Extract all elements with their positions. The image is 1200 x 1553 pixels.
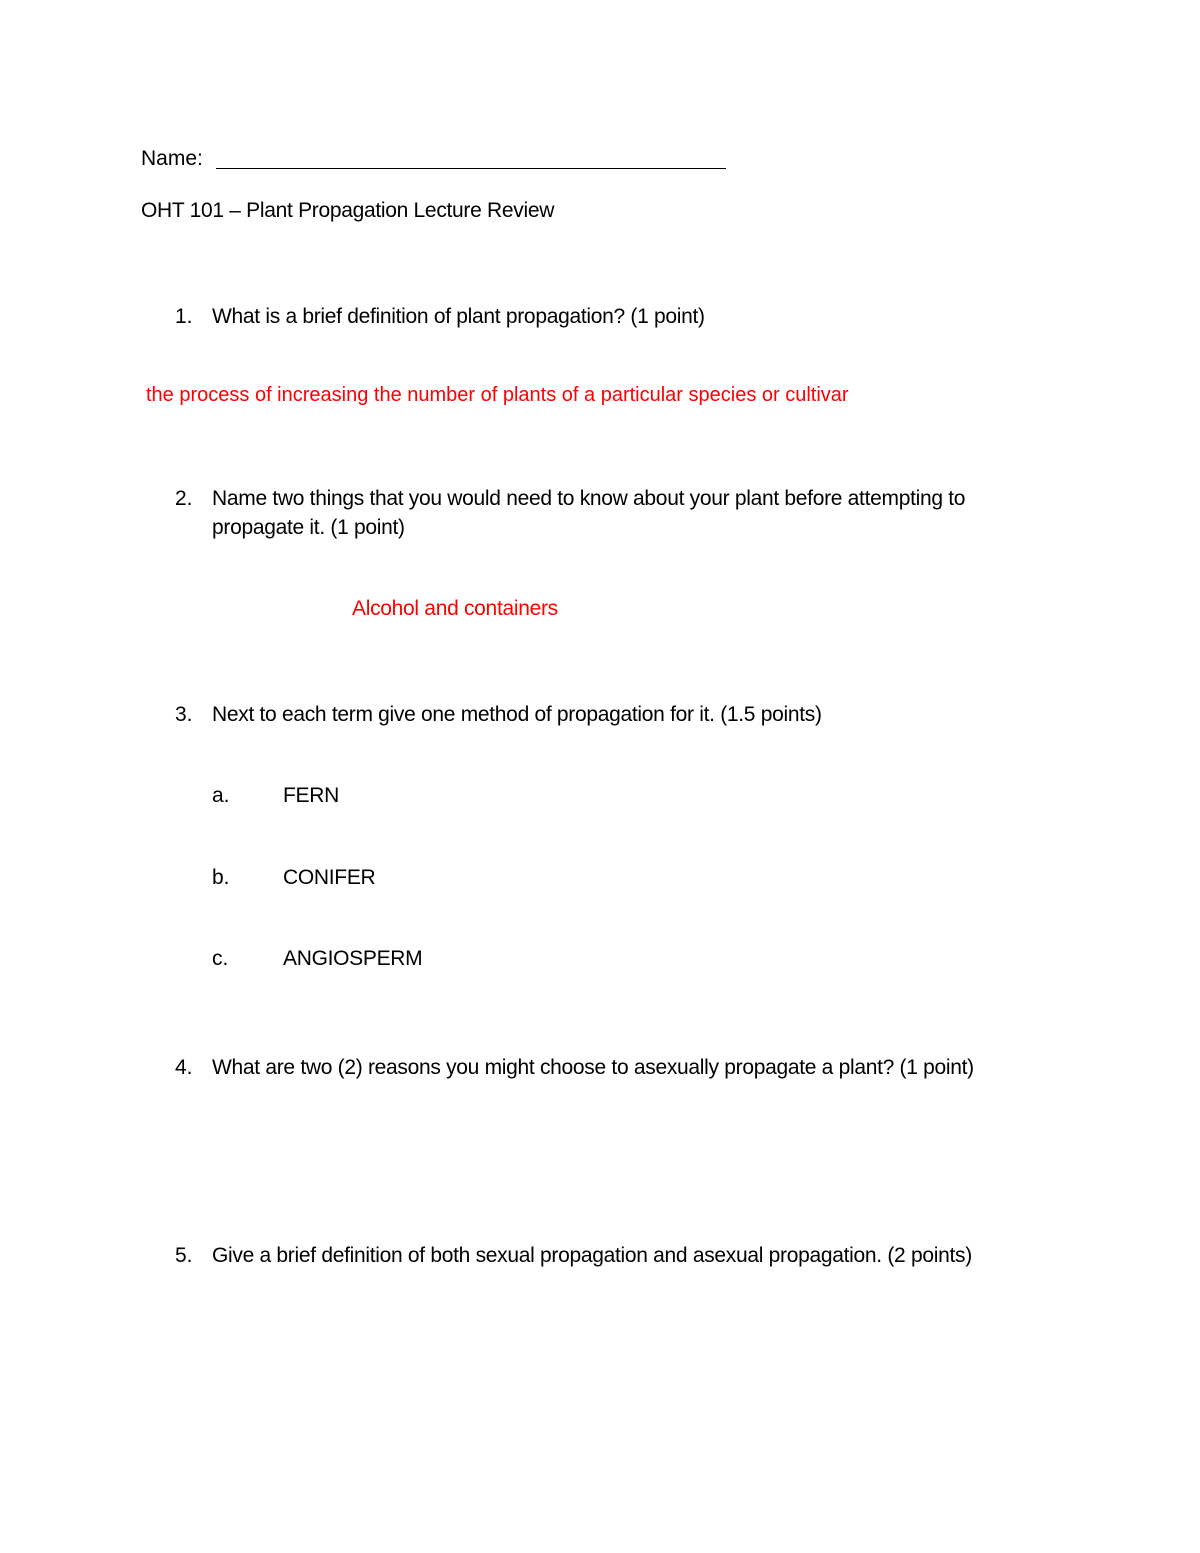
- question-5-number: 5.: [175, 1244, 193, 1267]
- question-3-item-c-term: ANGIOSPERM: [283, 947, 423, 970]
- question-3-item-a-term: FERN: [283, 784, 339, 807]
- question-2-text-line2: propagate it. (1 point): [212, 516, 405, 539]
- name-blank-line: [216, 168, 726, 169]
- question-2-answer: Alcohol and containers: [352, 597, 558, 620]
- question-2-text-line1: Name two things that you would need to know about your plant before attempting to: [212, 487, 966, 510]
- question-3-number: 3.: [175, 703, 193, 726]
- course-title: OHT 101 – Plant Propagation Lecture Review: [141, 199, 555, 222]
- question-1-text: What is a brief definition of plant propagation? (1 point): [212, 305, 705, 328]
- question-1-answer: the process of increasing the number of plants of a particular species or cultivar: [146, 384, 849, 406]
- question-3-item-b-letter: b.: [212, 866, 230, 889]
- question-3-item-b-term: CONIFER: [283, 866, 376, 889]
- name-label: Name:: [141, 147, 203, 170]
- question-1-number: 1.: [175, 305, 193, 328]
- question-3-item-a-letter: a.: [212, 784, 230, 807]
- question-3-text: Next to each term give one method of propagation for it. (1.5 points): [212, 703, 822, 726]
- question-4-number: 4.: [175, 1056, 193, 1079]
- question-2-number: 2.: [175, 487, 193, 510]
- question-5-text: Give a brief definition of both sexual propagation and asexual propagation. (2 points): [212, 1244, 972, 1267]
- question-4-text: What are two (2) reasons you might choose to asexually propagate a plant? (1 point): [212, 1056, 974, 1079]
- question-3-item-c-letter: c.: [212, 947, 229, 970]
